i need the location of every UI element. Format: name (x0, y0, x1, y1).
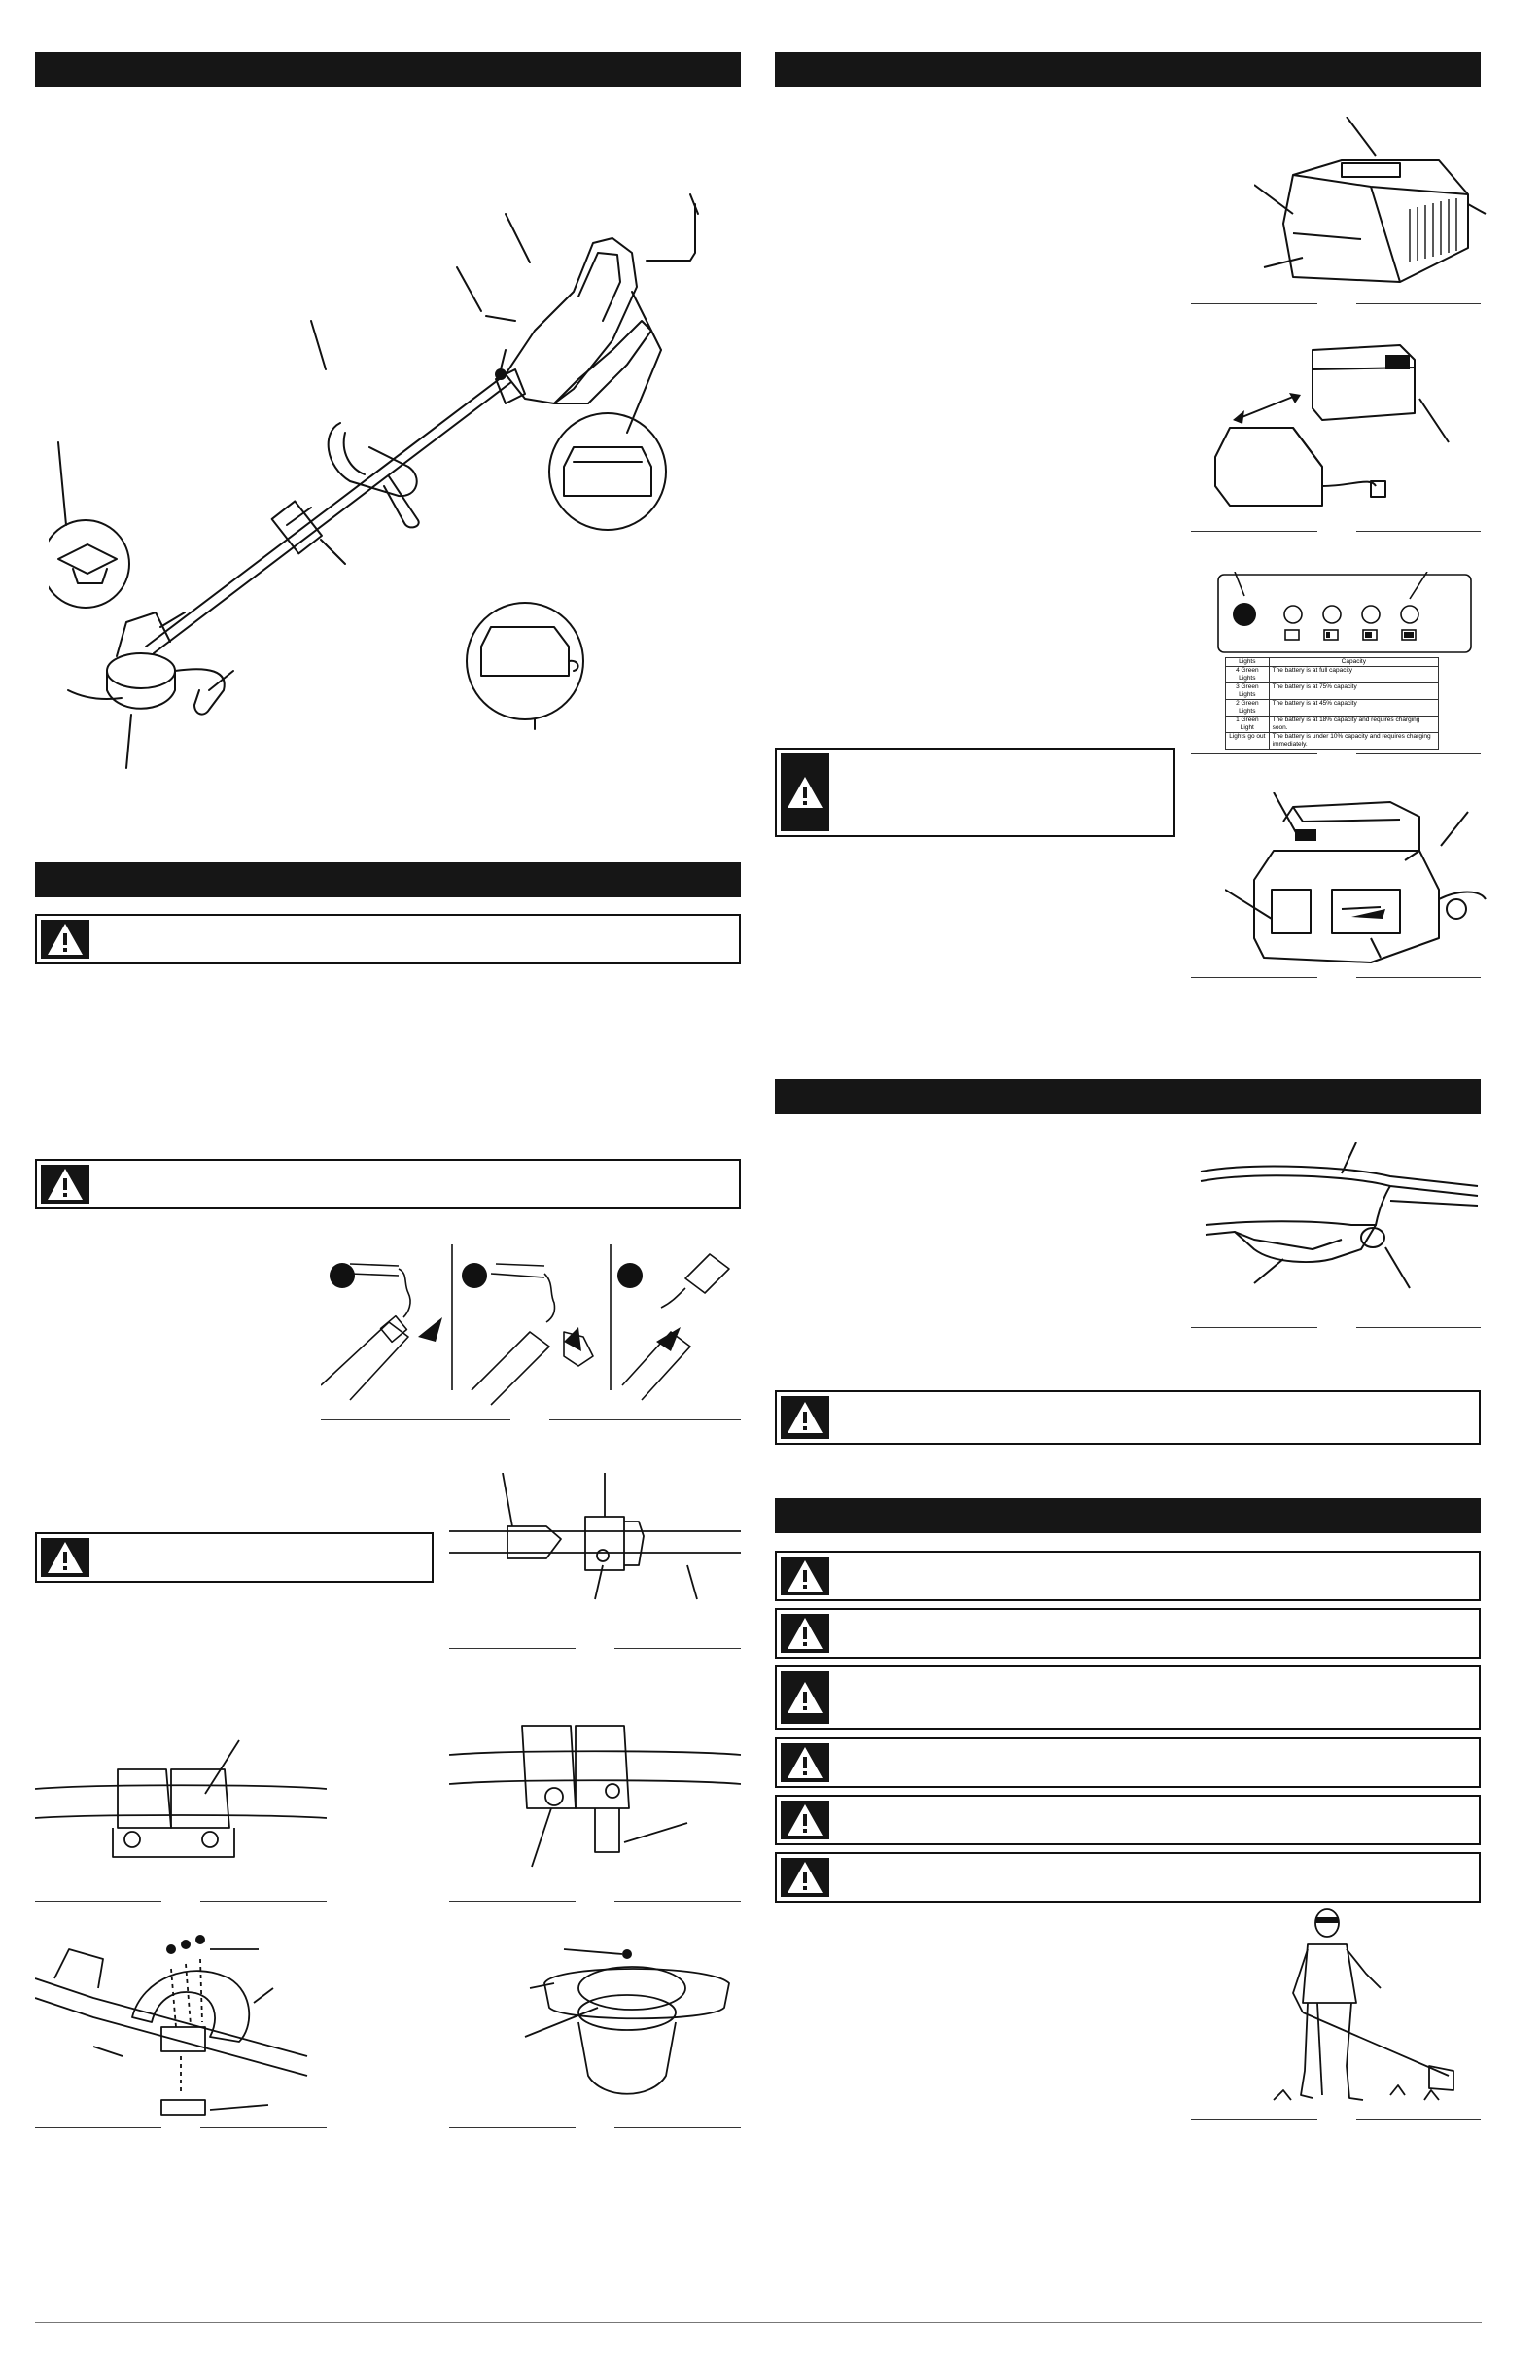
warning-triangle-icon (781, 1614, 829, 1653)
battery-charger-illustration (1206, 331, 1488, 525)
trimmer-parts-illustration (49, 185, 749, 797)
section-bar-battery (775, 52, 1481, 87)
warning-triangle-icon (781, 1396, 829, 1439)
coupler-lever-illustration (449, 1711, 741, 1876)
warning-triangle-icon (41, 920, 89, 959)
table-row: 1 Green Light The battery is at 18% capacity and requires charging soon. (1226, 717, 1439, 733)
battery-insert-illustration (1225, 792, 1488, 977)
operator-illustration (1254, 1906, 1458, 2119)
charge-indicator-table (1225, 657, 1439, 750)
warning-box (775, 1737, 1481, 1788)
table-row: 2 Green Lights The battery is at 45% capacity (1226, 700, 1439, 717)
handle-trigger-illustration (1196, 1142, 1488, 1298)
warning-box (775, 1551, 1481, 1601)
warning-triangle-icon (41, 1538, 89, 1577)
table-row: 4 Green Lights The battery is at full capacity (1226, 667, 1439, 683)
coupler-closeup-illustration (35, 1731, 327, 1876)
charger-illustration (1254, 117, 1488, 297)
guard-assembly-illustration (35, 1920, 327, 2124)
section-bar-controls (775, 1079, 1481, 1114)
warning-triangle-icon (781, 1743, 829, 1782)
table-row: Lights go out The battery is under 10% capacity and requires charging immediately. (1226, 733, 1439, 750)
warning-triangle-icon (781, 1858, 829, 1897)
battery-gauge-illustration (1215, 572, 1478, 659)
warning-box (35, 914, 741, 964)
section-bar-parts (35, 52, 741, 87)
warning-triangle-icon (781, 1671, 829, 1724)
warning-box (775, 1608, 1481, 1659)
warning-box (775, 1852, 1481, 1903)
warning-triangle-icon (781, 1557, 829, 1595)
warning-box (35, 1532, 434, 1583)
warning-triangle-icon (41, 1165, 89, 1204)
warning-box (775, 1390, 1481, 1445)
warning-box (35, 1159, 741, 1209)
warning-triangle-icon (781, 1801, 829, 1839)
footer-rule (35, 2322, 1482, 2323)
warning-box (775, 748, 1175, 837)
table-row: 3 Green Lights The battery is at 75% capacity (1226, 683, 1439, 700)
guard-head-illustration (515, 1930, 749, 2124)
shaft-coupling-steps-illustration (321, 1244, 741, 1410)
section-bar-operation (775, 1498, 1481, 1533)
coupler-illustration (449, 1473, 741, 1609)
table-header: Lights (1226, 658, 1270, 667)
warning-triangle-icon (781, 753, 829, 831)
warning-box (775, 1665, 1481, 1730)
warning-box (775, 1795, 1481, 1845)
section-bar-assembly (35, 862, 741, 897)
table-header: Capacity (1269, 658, 1438, 667)
